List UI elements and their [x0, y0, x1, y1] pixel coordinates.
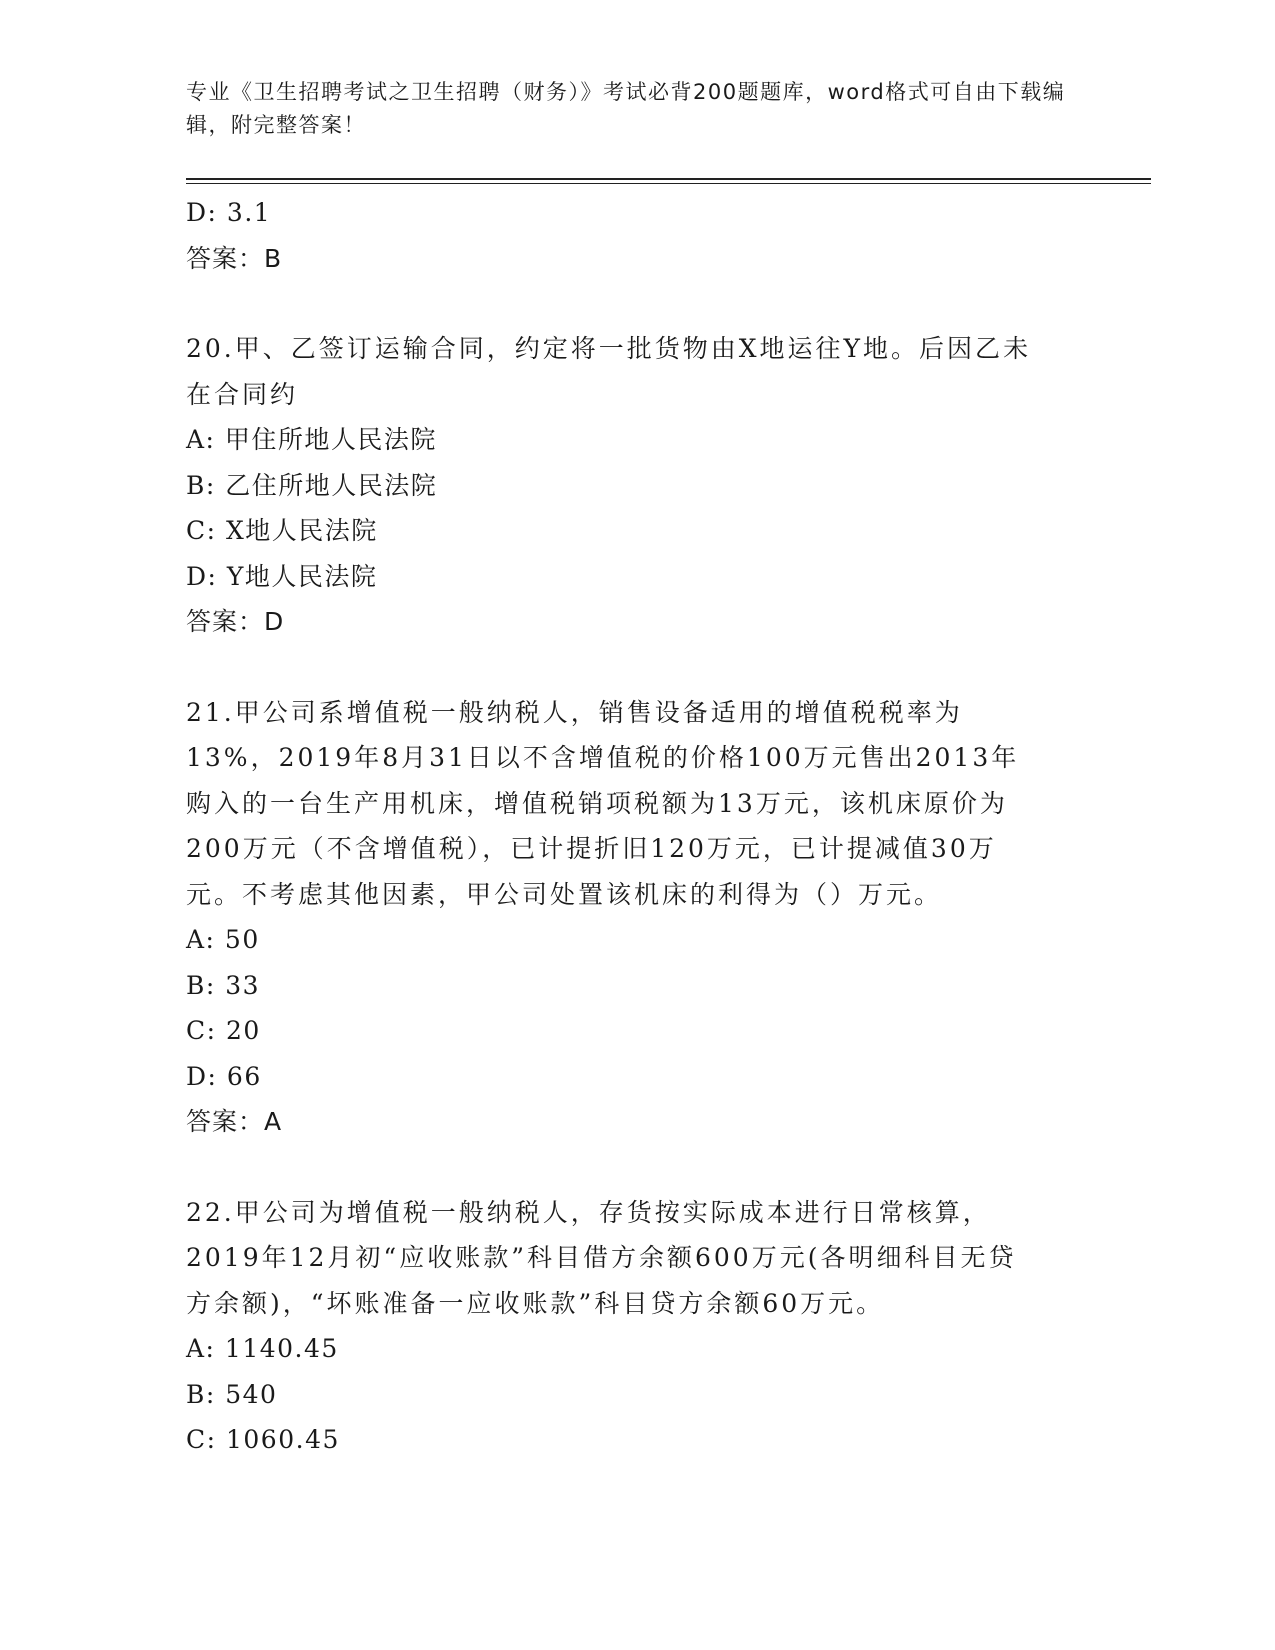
- prev-option-d: D: 3.1: [186, 198, 272, 227]
- question-text: 22.甲公司为增值税一般纳税人，存货按实际成本进行日常核算，2019年12月初“应收账款”科目借方余额600万元(各明细科目无贷方余额)，“坏账准备一应收账款”科目贷方余额60万元。: [186, 1197, 1017, 1318]
- question-text: 21.甲公司系增值税一般纳税人，销售设备适用的增值税税率为13%，2019年8月31日以不含增值税的价格100万元售出2013年购入的一台生产用机床，增值税销项税额为13万元，该机床原价为200万元（不含增值税），已计提折旧120万元，已计提减值30万元。不考虑其他因素，甲公司处置该机床的利得为（）万元。: [186, 697, 1020, 909]
- answer: 答案：A: [186, 1107, 283, 1136]
- spacer: [186, 645, 1086, 690]
- option-a: A: 甲住所地人民法院: [186, 425, 437, 454]
- question-22: [186, 1190, 1086, 1463]
- option-b: B: 乙住所地人民法院: [186, 470, 438, 500]
- option-c: C: 1060.45: [186, 1425, 340, 1454]
- option-c: C: X地人民法院: [186, 516, 378, 545]
- spacer: [186, 281, 1086, 326]
- option-a: A: 50: [186, 925, 260, 954]
- question-21: [186, 690, 1086, 1145]
- question-text: 20.甲、乙签订运输合同，约定将一批货物由X地运往Y地。后因乙未在合同约: [186, 334, 1032, 409]
- option-d: D: Y地人民法院: [186, 561, 378, 591]
- question-content: [186, 190, 1086, 1463]
- answer: 答案：D: [186, 607, 285, 636]
- option-b: B: 33: [186, 970, 261, 1000]
- header-divider-thick: [186, 178, 1151, 180]
- question-20: [186, 326, 1086, 645]
- option-c: C: 20: [186, 1016, 261, 1045]
- document-header-title: 专业《卫生招聘考试之卫生招聘（财务）》考试必背200题题库，word格式可自由下载编辑，附完整答案！: [186, 80, 1066, 137]
- spacer: [186, 1145, 1086, 1190]
- prev-answer: 答案：B: [186, 243, 283, 273]
- option-d: D: 66: [186, 1061, 262, 1091]
- option-b: B: 540: [186, 1379, 278, 1409]
- header-divider-thin: [186, 183, 1151, 184]
- option-a: A: 1140.45: [186, 1334, 339, 1363]
